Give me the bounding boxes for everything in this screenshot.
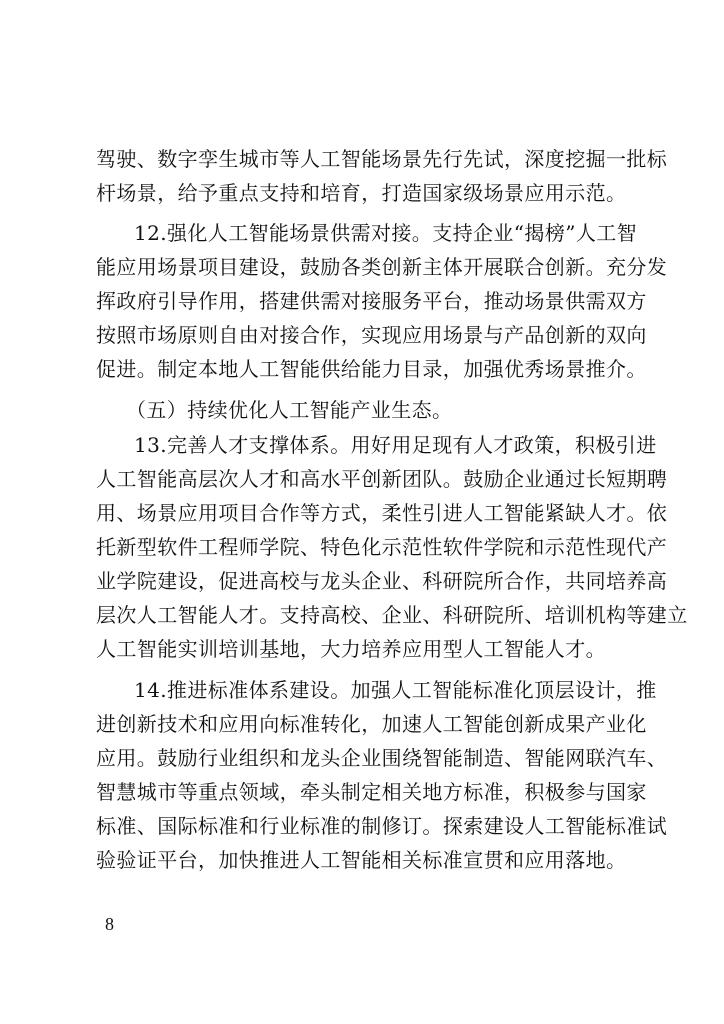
body-line: 驾驶、数字孪生城市等人工智能场景先行先试，深度挖掘一批标	[96, 147, 668, 171]
section-12-heading-line: 12.强化人工智能场景供需对接。支持企业“揭榜”人工智	[134, 221, 638, 245]
body-line: 用、场景应用项目合作等方式，柔性引进人工智能紧缺人才。依	[96, 501, 668, 525]
body-line: 人工智能实训培训基地，大力培养应用型人工智能人才。	[96, 637, 606, 661]
body-line: 层次人工智能人才。支持高校、企业、科研院所、培训机构等建立	[96, 603, 688, 627]
body-line: 标准、国际标准和行业标准的制修订。探索建设人工智能标准试	[96, 814, 668, 838]
body-line: 应用。鼓励行业组织和龙头企业围绕智能制造、智能网联汽车、	[96, 746, 668, 770]
body-line: 人工智能高层次人才和高水平创新团队。鼓励企业通过长短期聘	[96, 467, 668, 491]
page-number: 8	[105, 914, 114, 934]
body-line: 智慧城市等重点领域，牵头制定相关地方标准，积极参与国家	[96, 780, 647, 804]
section-5-heading: （五）持续优化人工智能产业生态。	[126, 398, 453, 422]
body-line: 验验证平台，加快推进人工智能相关标准宣贯和应用落地。	[96, 848, 627, 872]
section-14-heading-line: 14.推进标准体系建设。加强人工智能标准化顶层设计，推	[134, 678, 657, 702]
body-line: 杆场景，给予重点支持和培育，打造国家级场景应用示范。	[96, 181, 627, 205]
body-line: 业学院建设，促进高校与龙头企业、科研院所合作，共同培养高	[96, 569, 668, 593]
body-line: 能应用场景项目建设，鼓励各类创新主体开展联合创新。充分发	[96, 255, 668, 279]
body-line: 促进。制定本地人工智能供给能力目录，加强优秀场景推介。	[96, 357, 647, 381]
body-line: 托新型软件工程师学院、特色化示范性软件学院和示范性现代产	[96, 535, 668, 559]
body-line: 按照市场原则自由对接合作，实现应用场景与产品创新的双向	[96, 323, 647, 347]
body-line: 挥政府引导作用，搭建供需对接服务平台，推动场景供需双方	[96, 289, 647, 313]
section-13-heading-line: 13.完善人才支撑体系。用好用足现有人才政策，积极引进	[134, 433, 657, 457]
body-line: 进创新技术和应用向标准转化，加速人工智能创新成果产业化	[96, 712, 647, 736]
